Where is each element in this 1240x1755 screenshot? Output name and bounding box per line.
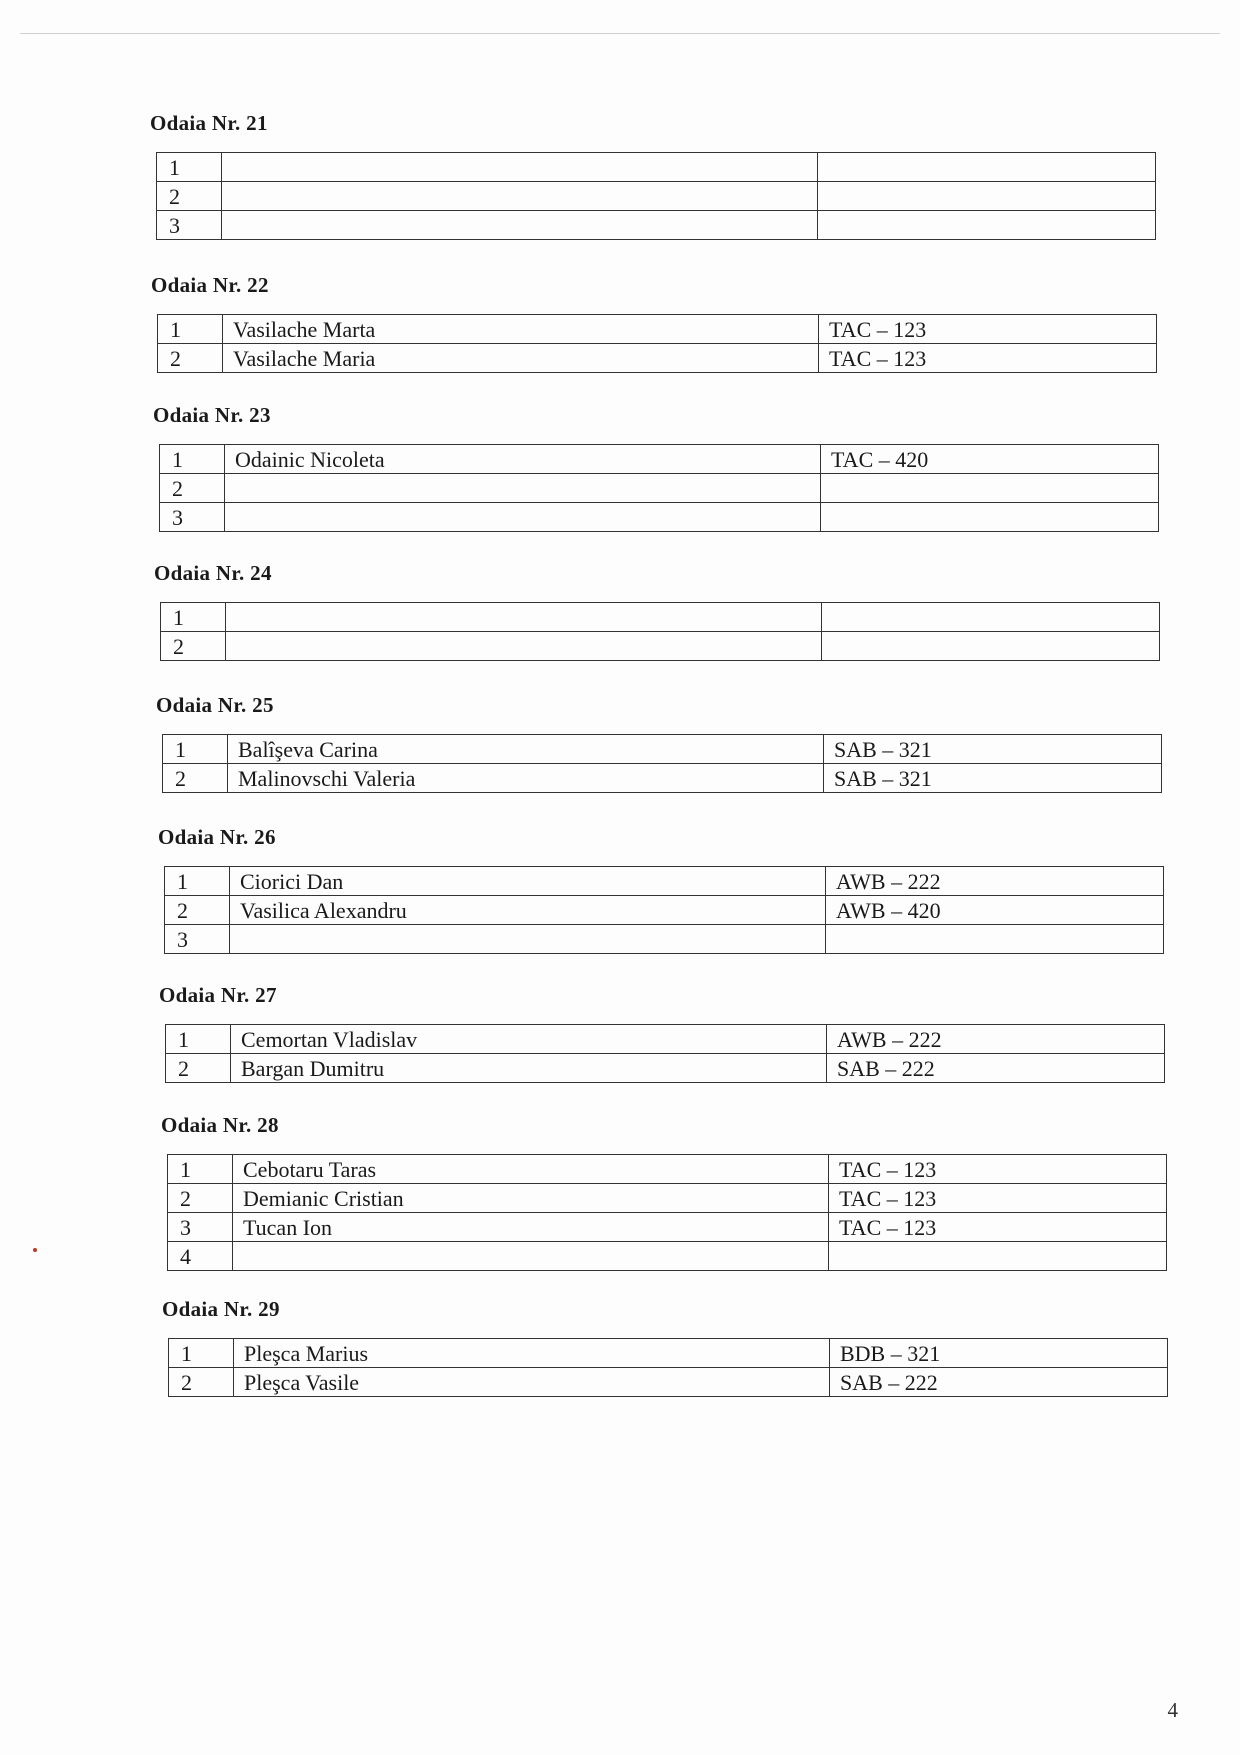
row-number-cell: 2 (166, 1054, 231, 1083)
occupant-name-cell (226, 632, 822, 661)
occupant-name-cell (222, 211, 818, 240)
row-number-cell: 2 (165, 896, 230, 925)
table-row (157, 153, 1156, 182)
row-number-cell: 2 (161, 632, 226, 661)
group-code-cell: SAB – 321 (824, 764, 1162, 793)
room-title: Odaia Nr. 28 (161, 1113, 279, 1137)
table-row (169, 1339, 1168, 1368)
room-occupants-table (159, 444, 1159, 532)
group-code-cell (821, 474, 1159, 503)
row-number-cell: 3 (165, 925, 230, 954)
room-section (154, 558, 1160, 661)
table-row (157, 182, 1156, 211)
room-section (158, 822, 1164, 954)
room-section (150, 108, 1156, 240)
room-title: Odaia Nr. 21 (150, 111, 268, 135)
row-number-cell: 2 (169, 1368, 234, 1397)
table-row (163, 735, 1162, 764)
table-row (158, 315, 1157, 344)
occupant-name-cell: Ciorici Dan (230, 867, 826, 896)
room-occupants-table (168, 1338, 1168, 1397)
occupant-name-cell: Vasilache Maria (223, 344, 819, 373)
room-occupants-table (160, 602, 1160, 661)
occupant-name-cell: Pleşca Vasile (234, 1368, 830, 1397)
group-code-cell (822, 603, 1160, 632)
room-title: Odaia Nr. 27 (159, 983, 277, 1007)
room-title: Odaia Nr. 25 (156, 693, 274, 717)
occupant-name-cell (225, 503, 821, 532)
table-row (165, 867, 1164, 896)
occupant-name-cell (230, 925, 826, 954)
group-code-cell: AWB – 222 (827, 1025, 1165, 1054)
room-occupants-table (156, 152, 1156, 240)
room-title: Odaia Nr. 23 (153, 403, 271, 427)
group-code-cell: AWB – 420 (826, 896, 1164, 925)
table-row (165, 925, 1164, 954)
page-number: 4 (1167, 1698, 1178, 1722)
room-section (156, 690, 1162, 793)
group-code-cell (821, 503, 1159, 532)
occupant-name-cell: Vasilica Alexandru (230, 896, 826, 925)
room-section (159, 980, 1165, 1083)
room-occupants-table (157, 314, 1157, 373)
table-row (168, 1184, 1167, 1213)
occupant-name-cell (225, 474, 821, 503)
occupant-name-cell: Odainic Nicoleta (225, 445, 821, 474)
table-row (163, 764, 1162, 793)
group-code-cell: TAC – 123 (819, 315, 1157, 344)
occupant-name-cell: Balîşeva Carina (228, 735, 824, 764)
room-occupants-table (165, 1024, 1165, 1083)
group-code-cell: TAC – 123 (829, 1213, 1167, 1242)
group-code-cell: SAB – 222 (827, 1054, 1165, 1083)
table-row (165, 896, 1164, 925)
table-row (160, 474, 1159, 503)
occupant-name-cell: Malinovschi Valeria (228, 764, 824, 793)
room-occupants-table (162, 734, 1162, 793)
group-code-cell (829, 1242, 1167, 1271)
room-section (153, 400, 1159, 532)
group-code-cell (818, 182, 1156, 211)
table-row (168, 1155, 1167, 1184)
group-code-cell (818, 211, 1156, 240)
room-occupants-table (167, 1154, 1167, 1271)
group-code-cell: TAC – 123 (819, 344, 1157, 373)
group-code-cell: SAB – 321 (824, 735, 1162, 764)
room-title: Odaia Nr. 29 (162, 1297, 280, 1321)
occupant-name-cell: Vasilache Marta (223, 315, 819, 344)
occupant-name-cell: Cemortan Vladislav (231, 1025, 827, 1054)
table-row (158, 344, 1157, 373)
occupant-name-cell (222, 182, 818, 211)
table-row (160, 445, 1159, 474)
row-number-cell: 2 (163, 764, 228, 793)
table-row (160, 503, 1159, 532)
table-row (166, 1025, 1165, 1054)
row-number-cell: 1 (166, 1025, 231, 1054)
table-row (169, 1368, 1168, 1397)
row-number-cell: 2 (157, 182, 222, 211)
occupant-name-cell: Tucan Ion (233, 1213, 829, 1242)
group-code-cell: SAB – 222 (830, 1368, 1168, 1397)
occupant-name-cell (226, 603, 822, 632)
table-row (168, 1242, 1167, 1271)
scan-top-edge (20, 33, 1220, 34)
table-row (161, 603, 1160, 632)
table-row (168, 1213, 1167, 1242)
row-number-cell: 1 (168, 1155, 233, 1184)
occupant-name-cell: Cebotaru Taras (233, 1155, 829, 1184)
row-number-cell: 1 (157, 153, 222, 182)
row-number-cell: 2 (160, 474, 225, 503)
row-number-cell: 1 (169, 1339, 234, 1368)
room-title: Odaia Nr. 22 (151, 273, 269, 297)
row-number-cell: 2 (158, 344, 223, 373)
group-code-cell: BDB – 321 (830, 1339, 1168, 1368)
room-section (162, 1294, 1168, 1397)
room-occupants-table (164, 866, 1164, 954)
table-row (157, 211, 1156, 240)
row-number-cell: 3 (168, 1213, 233, 1242)
group-code-cell (826, 925, 1164, 954)
occupant-name-cell: Pleşca Marius (234, 1339, 830, 1368)
group-code-cell: TAC – 123 (829, 1184, 1167, 1213)
group-code-cell: TAC – 123 (829, 1155, 1167, 1184)
occupant-name-cell (233, 1242, 829, 1271)
row-number-cell: 1 (158, 315, 223, 344)
group-code-cell (818, 153, 1156, 182)
row-number-cell: 4 (168, 1242, 233, 1271)
room-section (161, 1110, 1167, 1271)
row-number-cell: 3 (157, 211, 222, 240)
group-code-cell: AWB – 222 (826, 867, 1164, 896)
row-number-cell: 2 (168, 1184, 233, 1213)
room-title: Odaia Nr. 26 (158, 825, 276, 849)
occupant-name-cell (222, 153, 818, 182)
occupant-name-cell: Bargan Dumitru (231, 1054, 827, 1083)
room-title: Odaia Nr. 24 (154, 561, 272, 585)
row-number-cell: 1 (165, 867, 230, 896)
scan-speck (33, 1248, 37, 1252)
row-number-cell: 1 (161, 603, 226, 632)
occupant-name-cell: Demianic Cristian (233, 1184, 829, 1213)
table-row (166, 1054, 1165, 1083)
table-row (161, 632, 1160, 661)
row-number-cell: 3 (160, 503, 225, 532)
row-number-cell: 1 (163, 735, 228, 764)
group-code-cell: TAC – 420 (821, 445, 1159, 474)
row-number-cell: 1 (160, 445, 225, 474)
group-code-cell (822, 632, 1160, 661)
room-section (151, 270, 1157, 373)
